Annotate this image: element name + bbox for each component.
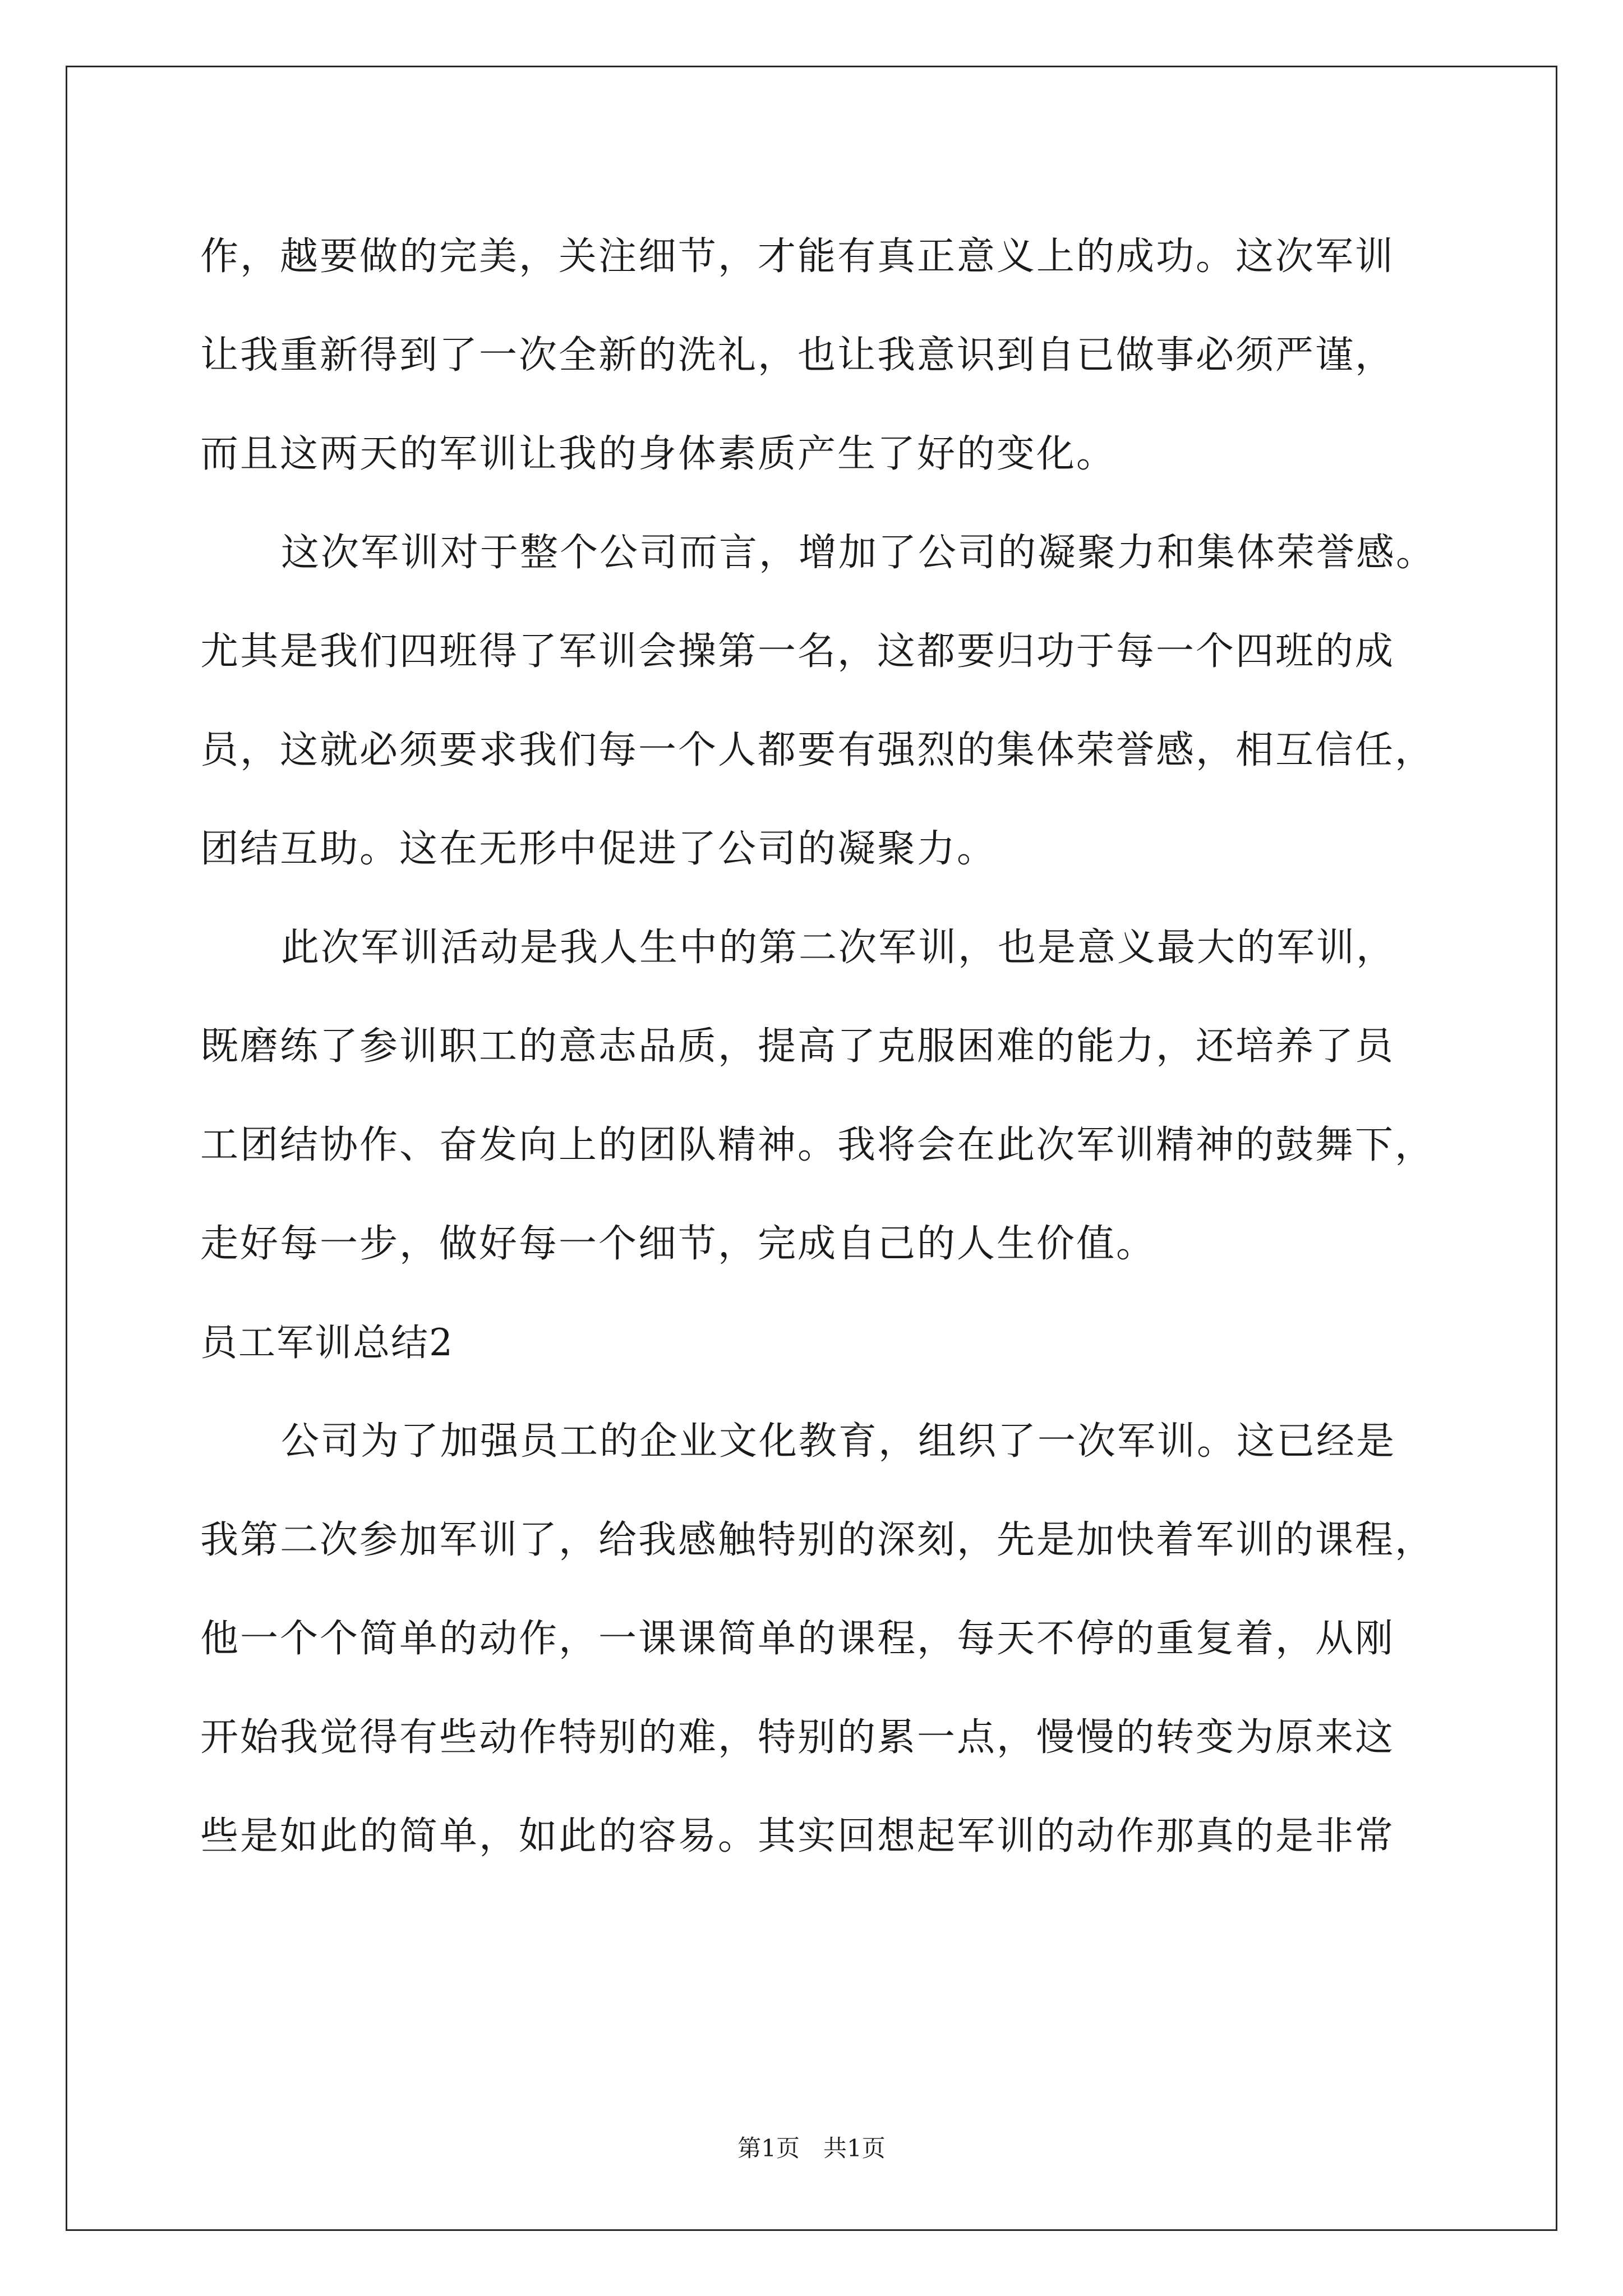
page-number-footer: 第1页 共1页 [737, 2134, 886, 2162]
text-line: 他一个个简单的动作，一课课简单的课程，每天不停的重复着，从刚 [200, 1617, 1395, 1661]
text-line: 作，越要做的完美，关注细节，才能有真正意义上的成功。这次军训 [200, 234, 1395, 279]
paragraph-start-line: 这次军训对于整个公司而言，增加了公司的凝聚力和集体荣誉感。 [281, 531, 1436, 575]
section-heading: 员工军训总结2 [200, 1321, 454, 1364]
text-line: 开始我觉得有些动作特别的难，特别的累一点，慢慢的转变为原来这 [200, 1715, 1395, 1760]
text-line: 我第二次参加军训了，给我感触特别的深刻，先是加快着军训的课程， [200, 1518, 1435, 1562]
text-line: 让我重新得到了一次全新的洗礼，也让我意识到自已做事必须严谨， [200, 333, 1395, 378]
text-line: 走好每一步，做好每一个细节，完成自己的人生价值。 [200, 1222, 1156, 1266]
text-line: 工团结协作、奋发向上的团队精神。我将会在此次军训精神的鼓舞下， [200, 1123, 1435, 1167]
text-line: 既磨练了参训职工的意志品质，提高了克服困难的能力，还培养了员 [200, 1024, 1395, 1069]
text-line: 尤其是我们四班得了军训会操第一名，这都要归功于每一个四班的成 [200, 629, 1395, 674]
document-body [200, 208, 1434, 1886]
text-line: 些是如此的简单，如此的容易。其实回想起军训的动作那真的是非常 [200, 1814, 1395, 1858]
text-line: 而且这两天的军训让我的身体素质产生了好的变化。 [200, 432, 1117, 476]
paragraph-start-line: 此次军训活动是我人生中的第二次军训，也是意义最大的军训， [281, 926, 1396, 970]
text-line: 员，这就必须要求我们每一个人都要有强烈的集体荣誉感，相互信任， [200, 728, 1435, 772]
paragraph-start-line: 公司为了加强员工的企业文化教育，组织了一次军训。这已经是 [281, 1419, 1396, 1464]
text-line: 团结互助。这在无形中促进了公司的凝聚力。 [200, 827, 997, 871]
